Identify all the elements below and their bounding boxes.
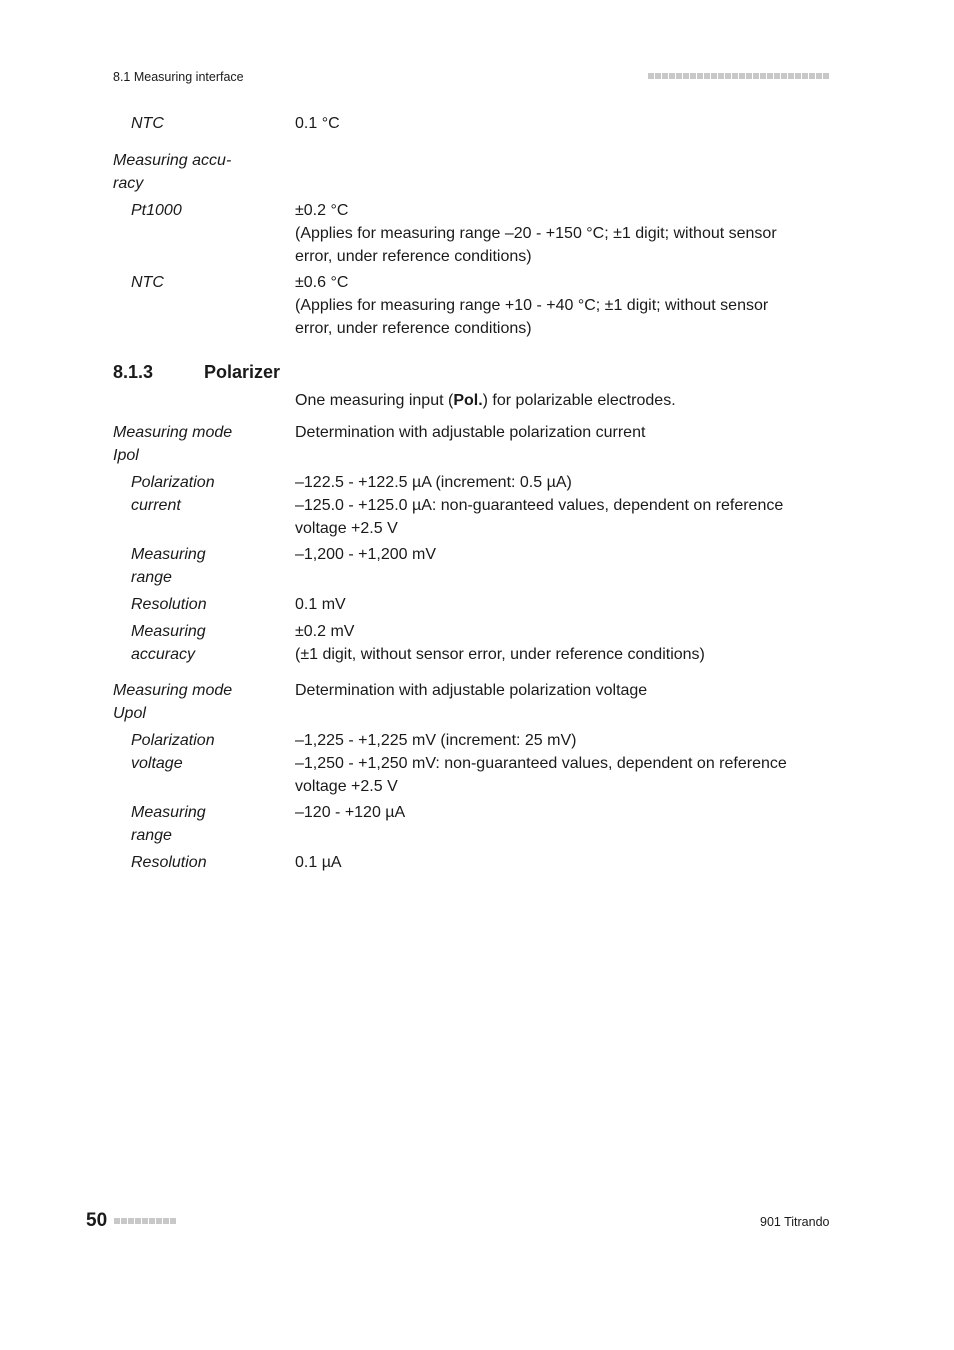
- upol-resolution-value: 0.1 µA: [295, 854, 342, 871]
- upol-measuring-range-label: Measuring range: [131, 804, 206, 844]
- ipol-accuracy-value: ±0.2 mV (±1 digit, without sensor error, under reference conditions): [295, 623, 705, 663]
- decor-square: [170, 1218, 176, 1224]
- decor-square: [669, 73, 675, 79]
- upol-mode-label: Measuring mode Upol: [113, 682, 233, 722]
- ipol-mode-label: Measuring mode Ipol: [113, 424, 233, 464]
- decor-square: [142, 1218, 148, 1224]
- decor-square: [676, 73, 682, 79]
- decor-square: [732, 73, 738, 79]
- decor-square: [823, 73, 829, 79]
- section-intro: [295, 389, 815, 412]
- decor-square: [156, 1218, 162, 1224]
- decor-square: [767, 73, 773, 79]
- section-number: 8.1.3: [113, 362, 154, 382]
- ipol-measuring-range-label: Measuring range: [131, 546, 206, 586]
- polarization-voltage-label: Polarization voltage: [131, 732, 215, 772]
- decor-square: [662, 73, 668, 79]
- intro-text: One measuring input (: [295, 392, 454, 409]
- footer-decoration: [114, 1218, 176, 1224]
- ipol-mode-value: Determination with adjustable polarization current: [295, 424, 646, 441]
- decor-square: [718, 73, 724, 79]
- polarization-current-label: Polarization current: [131, 474, 215, 514]
- decor-square: [163, 1218, 169, 1224]
- decor-square: [760, 73, 766, 79]
- decor-square: [121, 1218, 127, 1224]
- decor-square: [816, 73, 822, 79]
- polarization-current-value: –122.5 - +122.5 µA (increment: 0.5 µA) –125.0 - +125.0 µA: non-guaranteed values, dependent on reference voltage +2.5 V: [295, 474, 784, 537]
- upol-measuring-range-value: –120 - +120 µA: [295, 804, 406, 821]
- decor-square: [746, 73, 752, 79]
- decor-square: [774, 73, 780, 79]
- decor-square: [114, 1218, 120, 1224]
- decor-square: [128, 1218, 134, 1224]
- ntc-accuracy-value: ±0.6 °C (Applies for measuring range +10 - +40 °C; ±1 digit; without sensor error, under reference conditions): [295, 274, 769, 337]
- decor-square: [725, 73, 731, 79]
- running-header-section: 8.1 Measuring interface: [113, 70, 244, 84]
- ntc-accuracy-label: NTC: [131, 274, 164, 291]
- decor-square: [683, 73, 689, 79]
- decor-square: [697, 73, 703, 79]
- decor-square: [655, 73, 661, 79]
- header-decoration: [648, 73, 829, 79]
- ipol-resolution-label: Resolution: [131, 596, 207, 613]
- ipol-resolution-value: 0.1 mV: [295, 596, 346, 613]
- intro-bold-input: Pol.: [453, 392, 483, 409]
- decor-square: [711, 73, 717, 79]
- decor-square: [781, 73, 787, 79]
- page-number: 50: [86, 1210, 108, 1231]
- upol-mode-value: Determination with adjustable polarization voltage: [295, 682, 648, 699]
- decor-square: [739, 73, 745, 79]
- decor-square: [648, 73, 654, 79]
- ipol-measuring-range-value: –1,200 - +1,200 mV: [295, 546, 436, 563]
- decor-square: [802, 73, 808, 79]
- decor-square: [753, 73, 759, 79]
- ntc-resolution-value: 0.1 °C: [295, 115, 340, 132]
- product-name: 901 Titrando: [760, 1215, 830, 1229]
- ntc-resolution-label: NTC: [131, 115, 164, 132]
- measuring-accuracy-heading: Measuring accu- racy: [113, 152, 232, 192]
- decor-square: [149, 1218, 155, 1224]
- decor-square: [135, 1218, 141, 1224]
- section-title: Polarizer: [204, 362, 281, 382]
- upol-resolution-label: Resolution: [131, 854, 207, 871]
- ipol-accuracy-label: Measuring accuracy: [131, 623, 206, 663]
- polarization-voltage-value: –1,225 - +1,225 mV (increment: 25 mV) –1,250 - +1,250 mV: non-guaranteed values, dependent on reference voltage +2.5 V: [295, 732, 787, 795]
- decor-square: [795, 73, 801, 79]
- intro-text-end: ) for polarizable electrodes.: [482, 392, 676, 409]
- decor-square: [704, 73, 710, 79]
- decor-square: [788, 73, 794, 79]
- pt1000-accuracy-value: ±0.2 °C (Applies for measuring range –20 - +150 °C; ±1 digit; without sensor error, under reference conditions): [295, 202, 777, 265]
- pt1000-accuracy-label: Pt1000: [131, 202, 182, 219]
- decor-square: [809, 73, 815, 79]
- decor-square: [690, 73, 696, 79]
